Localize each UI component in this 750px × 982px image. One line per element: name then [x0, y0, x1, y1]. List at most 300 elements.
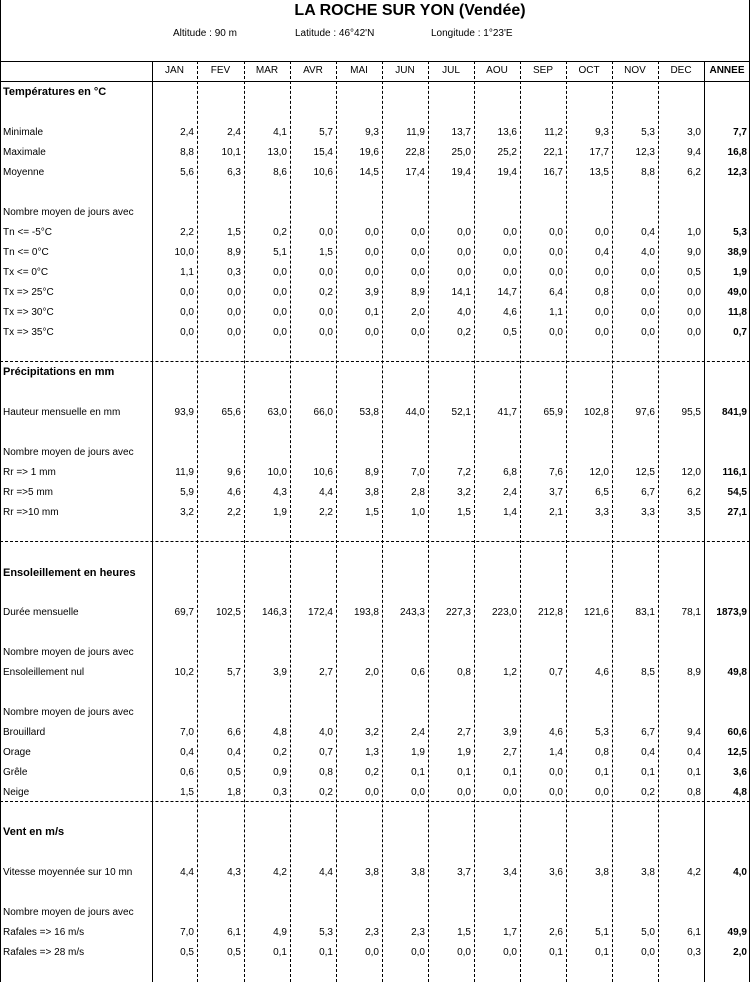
data-cell: 0,3	[227, 267, 241, 278]
row-label: Orage	[3, 747, 31, 758]
data-cell: 1,0	[411, 507, 425, 518]
data-cell: 5,3	[641, 127, 655, 138]
data-cell: 0,1	[595, 767, 609, 778]
data-cell: 841,9	[721, 407, 747, 418]
data-cell: 6,1	[687, 927, 701, 938]
data-cell: 2,1	[549, 507, 563, 518]
row-label: Nombre moyen de jours avec	[3, 647, 134, 658]
data-cell: 0,0	[365, 787, 379, 798]
data-cell: 3,4	[503, 867, 517, 878]
row-label: Ensoleillement nul	[3, 667, 85, 678]
row-label: Vitesse moyennée sur 10 mn	[3, 867, 133, 878]
data-cell: 0,0	[180, 307, 194, 318]
column-divider	[382, 61, 383, 982]
data-cell: 0,0	[687, 287, 701, 298]
column-header-sep: SEP	[532, 65, 553, 76]
data-cell: 2,7	[457, 727, 471, 738]
data-cell: 7,0	[180, 927, 194, 938]
data-cell: 2,7	[319, 667, 333, 678]
data-cell: 6,4	[549, 287, 563, 298]
data-cell: 0,0	[595, 227, 609, 238]
column-divider	[197, 61, 198, 982]
data-cell: 212,8	[537, 607, 563, 618]
data-cell: 3,9	[273, 667, 287, 678]
longitude-text: Longitude : 1°23'E	[431, 28, 513, 39]
data-cell: 0,0	[641, 287, 655, 298]
data-cell: 53,8	[359, 407, 379, 418]
data-cell: 1,5	[457, 927, 471, 938]
data-cell: 1,5	[180, 787, 194, 798]
row-label: Rr =>10 mm	[3, 507, 59, 518]
row-label: Tx => 35°C	[3, 327, 54, 338]
data-cell: 4,8	[273, 727, 287, 738]
station-title: LA ROCHE SUR YON (Vendée)	[294, 2, 526, 19]
data-cell: 1,1	[180, 267, 194, 278]
data-cell: 0,0	[595, 267, 609, 278]
row-label: Tx => 30°C	[3, 307, 54, 318]
section-separator	[0, 801, 750, 802]
data-cell: 0,0	[227, 327, 241, 338]
data-cell: 63,0	[267, 407, 287, 418]
data-cell: 0,0	[411, 247, 425, 258]
data-cell: 4,4	[319, 867, 333, 878]
data-cell: 0,7	[319, 747, 333, 758]
data-cell: 38,9	[727, 247, 747, 258]
data-cell: 0,0	[411, 787, 425, 798]
data-cell: 0,0	[180, 287, 194, 298]
data-cell: 12,3	[635, 147, 655, 158]
data-cell: 0,0	[549, 767, 563, 778]
row-label: Brouillard	[3, 727, 46, 738]
data-cell: 4,6	[227, 487, 241, 498]
data-cell: 4,8	[733, 787, 747, 798]
data-cell: 1,9	[733, 267, 747, 278]
row-label: Minimale	[3, 127, 44, 138]
data-cell: 25,2	[497, 147, 517, 158]
data-cell: 0,0	[365, 947, 379, 958]
data-cell: 0,5	[503, 327, 517, 338]
data-cell: 13,6	[497, 127, 517, 138]
data-cell: 1873,9	[716, 607, 747, 618]
data-cell: 2,0	[365, 667, 379, 678]
data-cell: 10,6	[313, 467, 333, 478]
row-label: Rafales => 16 m/s	[3, 927, 85, 938]
data-cell: 4,3	[227, 867, 241, 878]
data-cell: 0,0	[319, 327, 333, 338]
data-cell: 10,0	[267, 467, 287, 478]
data-cell: 2,2	[319, 507, 333, 518]
data-cell: 12,0	[681, 467, 701, 478]
data-cell: 3,7	[457, 867, 471, 878]
data-cell: 1,8	[227, 787, 241, 798]
data-cell: 2,0	[733, 947, 747, 958]
data-cell: 0,1	[457, 767, 471, 778]
data-cell: 1,9	[273, 507, 287, 518]
data-cell: 1,5	[227, 227, 241, 238]
data-cell: 19,4	[451, 167, 471, 178]
section-title: Précipitations en mm	[3, 366, 115, 378]
column-header-annee: ANNEE	[709, 65, 745, 76]
data-cell: 1,9	[411, 747, 425, 758]
data-cell: 1,0	[687, 227, 701, 238]
data-cell: 14,1	[451, 287, 471, 298]
data-cell: 0,0	[365, 247, 379, 258]
data-cell: 2,0	[411, 307, 425, 318]
data-cell: 223,0	[491, 607, 517, 618]
data-cell: 3,6	[549, 867, 563, 878]
data-cell: 4,6	[595, 667, 609, 678]
data-cell: 9,3	[365, 127, 379, 138]
data-cell: 3,2	[180, 507, 194, 518]
column-divider	[658, 61, 659, 982]
data-cell: 0,0	[503, 267, 517, 278]
data-cell: 5,6	[180, 167, 194, 178]
data-cell: 78,1	[681, 607, 701, 618]
data-cell: 0,0	[319, 267, 333, 278]
row-label: Grêle	[3, 767, 28, 778]
data-cell: 102,8	[583, 407, 609, 418]
data-cell: 0,0	[503, 247, 517, 258]
data-cell: 0,5	[227, 947, 241, 958]
data-cell: 0,7	[549, 667, 563, 678]
column-header-aou: AOU	[486, 65, 508, 76]
data-cell: 9,4	[687, 147, 701, 158]
column-header-dec: DEC	[670, 65, 692, 76]
data-cell: 3,3	[641, 507, 655, 518]
column-divider	[290, 61, 291, 982]
data-cell: 2,2	[180, 227, 194, 238]
data-cell: 15,4	[313, 147, 333, 158]
data-cell: 6,6	[227, 727, 241, 738]
data-cell: 0,1	[365, 307, 379, 318]
data-cell: 1,2	[503, 667, 517, 678]
data-cell: 102,5	[215, 607, 241, 618]
data-cell: 0,9	[273, 767, 287, 778]
data-cell: 8,8	[641, 167, 655, 178]
data-cell: 0,5	[180, 947, 194, 958]
data-cell: 19,4	[497, 167, 517, 178]
data-cell: 0,4	[227, 747, 241, 758]
data-cell: 8,6	[273, 167, 287, 178]
data-cell: 49,0	[727, 287, 747, 298]
data-cell: 0,0	[595, 307, 609, 318]
data-cell: 0,0	[595, 327, 609, 338]
data-cell: 0,1	[641, 767, 655, 778]
data-cell: 0,0	[273, 327, 287, 338]
data-cell: 10,1	[221, 147, 241, 158]
data-cell: 1,1	[549, 307, 563, 318]
data-cell: 2,3	[411, 927, 425, 938]
data-cell: 0,0	[595, 787, 609, 798]
data-cell: 2,8	[411, 487, 425, 498]
data-cell: 0,0	[687, 307, 701, 318]
latitude-text: Latitude : 46°42'N	[295, 28, 375, 39]
data-cell: 6,7	[641, 727, 655, 738]
data-cell: 7,7	[733, 127, 747, 138]
data-cell: 0,0	[273, 307, 287, 318]
data-cell: 0,0	[273, 267, 287, 278]
data-cell: 83,1	[635, 607, 655, 618]
data-cell: 8,9	[687, 667, 701, 678]
data-cell: 66,0	[313, 407, 333, 418]
data-cell: 1,5	[365, 507, 379, 518]
data-cell: 0,0	[319, 227, 333, 238]
data-cell: 65,6	[221, 407, 241, 418]
data-cell: 0,0	[365, 327, 379, 338]
data-cell: 2,4	[180, 127, 194, 138]
data-cell: 0,0	[503, 227, 517, 238]
data-cell: 0,6	[180, 767, 194, 778]
header-bottom-line	[0, 81, 750, 82]
data-cell: 3,8	[365, 487, 379, 498]
data-cell: 12,0	[589, 467, 609, 478]
row-label: Tn <= 0°C	[3, 247, 49, 258]
data-cell: 93,9	[174, 407, 194, 418]
data-cell: 0,0	[549, 787, 563, 798]
data-cell: 3,2	[457, 487, 471, 498]
data-cell: 22,1	[543, 147, 563, 158]
data-cell: 0,8	[319, 767, 333, 778]
data-cell: 0,7	[733, 327, 747, 338]
data-cell: 7,2	[457, 467, 471, 478]
data-cell: 0,0	[641, 267, 655, 278]
data-cell: 0,4	[595, 247, 609, 258]
data-cell: 4,1	[273, 127, 287, 138]
data-cell: 3,6	[733, 767, 747, 778]
column-divider	[566, 61, 567, 982]
data-cell: 8,9	[227, 247, 241, 258]
data-cell: 1,4	[549, 747, 563, 758]
data-cell: 17,4	[405, 167, 425, 178]
data-cell: 5,1	[273, 247, 287, 258]
data-cell: 3,9	[503, 727, 517, 738]
data-cell: 0,0	[549, 327, 563, 338]
data-cell: 0,8	[595, 747, 609, 758]
data-cell: 9,0	[687, 247, 701, 258]
column-header-avr: AVR	[303, 65, 323, 76]
data-cell: 5,9	[180, 487, 194, 498]
data-cell: 25,0	[451, 147, 471, 158]
data-cell: 0,0	[227, 287, 241, 298]
data-cell: 0,4	[687, 747, 701, 758]
data-cell: 0,0	[641, 947, 655, 958]
data-cell: 6,2	[687, 487, 701, 498]
data-cell: 0,2	[457, 327, 471, 338]
data-cell: 49,8	[727, 667, 747, 678]
data-cell: 6,3	[227, 167, 241, 178]
data-cell: 6,8	[503, 467, 517, 478]
column-header-jan: JAN	[165, 65, 184, 76]
data-cell: 4,0	[733, 867, 747, 878]
data-cell: 60,6	[727, 727, 747, 738]
data-cell: 54,5	[727, 487, 747, 498]
data-cell: 6,7	[641, 487, 655, 498]
column-header-fev: FEV	[210, 65, 231, 76]
data-cell: 0,0	[457, 267, 471, 278]
column-header-jun: JUN	[395, 65, 415, 76]
data-cell: 3,8	[595, 867, 609, 878]
data-cell: 0,0	[411, 947, 425, 958]
data-cell: 227,3	[445, 607, 471, 618]
row-label: Moyenne	[3, 167, 45, 178]
row-label: Rafales => 28 m/s	[3, 947, 85, 958]
data-cell: 0,0	[503, 787, 517, 798]
data-cell: 1,3	[365, 747, 379, 758]
data-cell: 0,2	[273, 747, 287, 758]
data-cell: 12,5	[635, 467, 655, 478]
data-cell: 2,4	[503, 487, 517, 498]
data-cell: 0,0	[503, 947, 517, 958]
data-cell: 0,0	[549, 247, 563, 258]
column-header-jul: JUL	[442, 65, 460, 76]
section-separator	[0, 541, 750, 542]
data-cell: 6,2	[687, 167, 701, 178]
data-cell: 4,0	[457, 307, 471, 318]
data-cell: 0,4	[180, 747, 194, 758]
data-cell: 3,2	[365, 727, 379, 738]
column-header-mai: MAI	[350, 65, 368, 76]
data-cell: 3,8	[365, 867, 379, 878]
data-cell: 1,5	[319, 247, 333, 258]
data-cell: 0,0	[687, 327, 701, 338]
data-cell: 19,6	[359, 147, 379, 158]
data-cell: 44,0	[405, 407, 425, 418]
data-cell: 0,0	[411, 327, 425, 338]
data-cell: 2,2	[227, 507, 241, 518]
data-cell: 1,9	[457, 747, 471, 758]
row-label: Nombre moyen de jours avec	[3, 447, 134, 458]
data-cell: 0,1	[273, 947, 287, 958]
data-cell: 0,0	[180, 327, 194, 338]
data-cell: 0,2	[365, 767, 379, 778]
column-header-oct: OCT	[578, 65, 600, 76]
row-label: Nombre moyen de jours avec	[3, 707, 134, 718]
data-cell: 49,9	[727, 927, 747, 938]
data-cell: 4,2	[687, 867, 701, 878]
data-cell: 0,0	[641, 307, 655, 318]
data-cell: 3,8	[411, 867, 425, 878]
data-cell: 41,7	[497, 407, 517, 418]
data-cell: 116,1	[722, 467, 747, 478]
data-cell: 0,1	[687, 767, 701, 778]
data-cell: 11,9	[406, 127, 425, 138]
altitude-text: Altitude : 90 m	[173, 28, 237, 39]
data-cell: 13,5	[589, 167, 609, 178]
data-cell: 0,0	[227, 307, 241, 318]
data-cell: 1,4	[503, 507, 517, 518]
data-cell: 0,0	[365, 267, 379, 278]
data-cell: 1,7	[503, 927, 517, 938]
data-cell: 17,7	[589, 147, 609, 158]
data-cell: 4,2	[273, 867, 287, 878]
data-cell: 0,2	[319, 787, 333, 798]
data-cell: 69,7	[174, 607, 194, 618]
data-cell: 0,3	[273, 787, 287, 798]
column-divider	[244, 61, 245, 982]
data-cell: 4,4	[319, 487, 333, 498]
data-cell: 8,5	[641, 667, 655, 678]
column-header-mar: MAR	[255, 65, 279, 76]
data-cell: 0,2	[319, 287, 333, 298]
data-cell: 8,9	[365, 467, 379, 478]
data-cell: 0,4	[641, 747, 655, 758]
data-cell: 193,8	[353, 607, 379, 618]
data-cell: 10,6	[313, 167, 333, 178]
data-cell: 5,7	[319, 127, 333, 138]
annee-column-line	[704, 61, 705, 982]
section-title: Températures en °C	[3, 86, 107, 98]
data-cell: 243,3	[399, 607, 425, 618]
data-cell: 2,4	[227, 127, 241, 138]
data-cell: 13,0	[267, 147, 287, 158]
data-cell: 0,0	[549, 227, 563, 238]
section-separator	[0, 361, 750, 362]
row-label: Tn <= -5°C	[3, 227, 53, 238]
data-cell: 0,5	[687, 267, 701, 278]
data-cell: 5,3	[733, 227, 747, 238]
data-cell: 2,3	[365, 927, 379, 938]
column-divider	[612, 61, 613, 982]
row-label: Maximale	[3, 147, 46, 158]
data-cell: 0,0	[457, 947, 471, 958]
data-cell: 10,0	[174, 247, 194, 258]
data-cell: 0,8	[595, 287, 609, 298]
row-label: Tx <= 0°C	[3, 267, 49, 278]
data-cell: 4,6	[549, 727, 563, 738]
section-title: Vent en m/s	[3, 826, 65, 838]
data-cell: 0,0	[411, 227, 425, 238]
data-cell: 3,3	[595, 507, 609, 518]
data-cell: 5,0	[641, 927, 655, 938]
data-cell: 1,5	[457, 507, 471, 518]
row-label: Rr => 1 mm	[3, 467, 56, 478]
column-divider	[520, 61, 521, 982]
data-cell: 0,0	[411, 267, 425, 278]
data-cell: 0,0	[457, 247, 471, 258]
data-cell: 9,4	[687, 727, 701, 738]
data-cell: 3,8	[641, 867, 655, 878]
data-cell: 0,1	[503, 767, 517, 778]
data-cell: 5,3	[595, 727, 609, 738]
data-cell: 8,8	[180, 147, 194, 158]
column-divider	[336, 61, 337, 982]
data-cell: 3,9	[365, 287, 379, 298]
data-cell: 172,4	[307, 607, 333, 618]
data-cell: 0,3	[687, 947, 701, 958]
column-header-nov: NOV	[624, 65, 646, 76]
data-cell: 97,6	[635, 407, 655, 418]
row-label: Durée mensuelle	[3, 607, 79, 618]
data-cell: 6,1	[227, 927, 241, 938]
data-cell: 9,6	[227, 467, 241, 478]
data-cell: 2,4	[411, 727, 425, 738]
data-cell: 0,8	[457, 667, 471, 678]
section-title: Ensoleillement en heures	[3, 567, 136, 579]
data-cell: 3,5	[687, 507, 701, 518]
data-cell: 0,4	[641, 227, 655, 238]
data-cell: 14,5	[359, 167, 379, 178]
data-cell: 12,5	[727, 747, 747, 758]
data-cell: 5,1	[595, 927, 609, 938]
data-cell: 0,1	[549, 947, 563, 958]
data-cell: 4,0	[641, 247, 655, 258]
data-cell: 0,0	[319, 307, 333, 318]
data-cell: 12,3	[727, 167, 747, 178]
data-cell: 52,1	[451, 407, 471, 418]
data-cell: 0,2	[641, 787, 655, 798]
data-cell: 0,2	[273, 227, 287, 238]
data-cell: 16,8	[727, 147, 747, 158]
